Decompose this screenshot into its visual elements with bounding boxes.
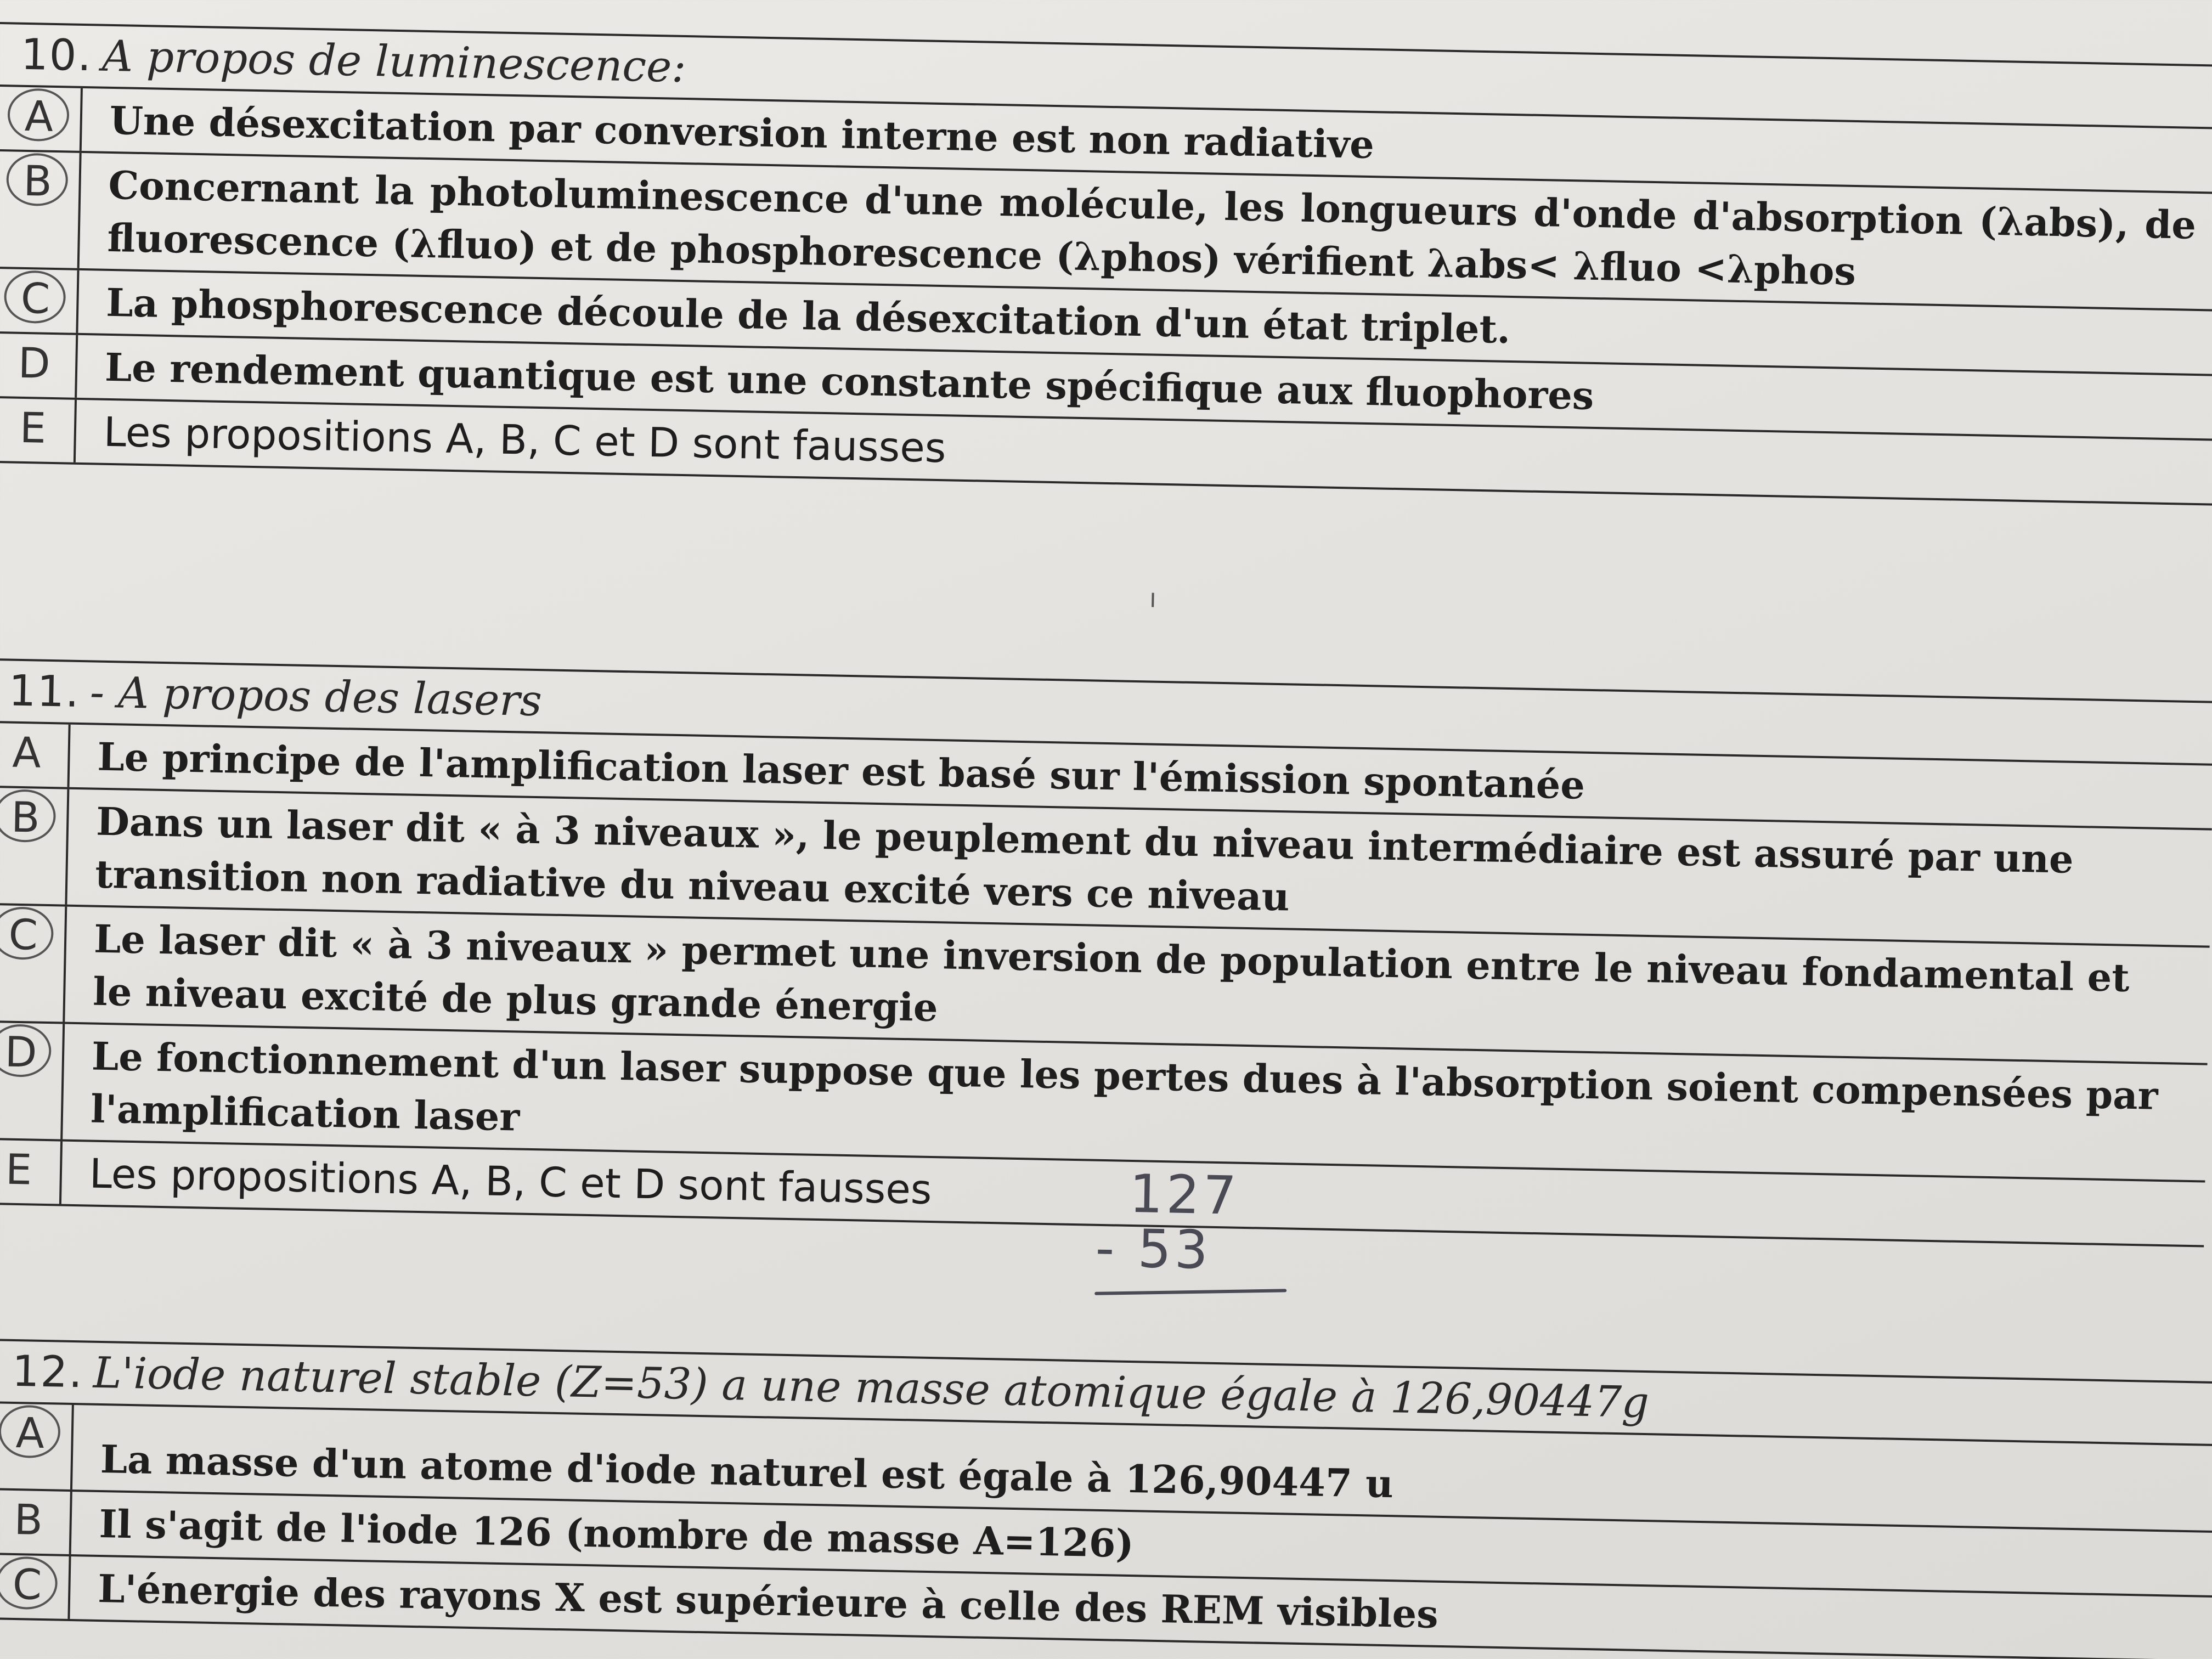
option-text: Le principe de l'amplification laser est basé sur l'émission spontanée [97, 733, 1585, 808]
question-title: A propos de luminescence: [101, 31, 687, 93]
option-letter: B [0, 788, 69, 905]
question-12 [0, 1339, 2212, 1659]
handwritten-number-bottom: - 53 [1094, 1217, 1212, 1281]
question-title: L'iode naturel stable (Z=53) a une masse atomique égale à 126,90447g [93, 1348, 1650, 1428]
pencil-circle-mark [7, 88, 70, 142]
pencil-circle-mark [0, 1556, 58, 1610]
option-letter: C [0, 905, 67, 1022]
question-10 [0, 22, 2212, 506]
option-text: Le laser dit « à 3 niveaux » permet une inversion de population entre le niveau fondamental et le niveau excité de plus grande énergie [92, 916, 2130, 1031]
question-number: 12. [12, 1346, 84, 1398]
option-text: Le fonctionnement d'un laser suppose que les pertes dues à l'absorption soient compensées par l'amplification laser [90, 1033, 2159, 1140]
pencil-circle-mark [0, 789, 56, 843]
question-number: 11. [8, 666, 81, 718]
option-letter: C [0, 1555, 71, 1619]
option-letter: E [0, 1140, 63, 1204]
pencil-tick-mark [1152, 593, 1154, 607]
option-text: Dans un laser dit « à 3 niveaux », le peuplement du niveau intermédiaire est assuré par une transition non radiative du niveau excité vers ce niveau [94, 798, 2074, 920]
option-letter: E [0, 398, 77, 462]
option-text: Le rendement quantique est une constante spécifique aux fluophores [104, 344, 1595, 419]
option-letter: B [0, 1490, 72, 1554]
pencil-circle-mark [6, 153, 69, 206]
handwritten-underline [1094, 1289, 1286, 1295]
option-text: Concernant la photoluminescence d'une molécule, les longueurs d'onde d'absorption (λabs), de fluorescence (λfluo) et de phosphorescence (λphos) vérifient λabs< λfluo <λphos [106, 162, 2197, 295]
pencil-circle-mark [0, 1024, 52, 1077]
option-letter: D [0, 1023, 65, 1139]
pencil-circle-mark [0, 1404, 61, 1458]
handwritten-number-top: 127 [1128, 1163, 1240, 1227]
pencil-circle-mark [0, 906, 54, 960]
question-11 [0, 658, 2212, 1248]
question-title: - A propos des lasers [89, 668, 543, 726]
option-letter: D [0, 334, 78, 398]
option-text: La masse d'un atome d'iode naturel est égale à 126,90447 u [100, 1436, 1394, 1507]
option-text: L'énergie des rayons X est supérieure à celle des REM visibles [97, 1565, 1439, 1637]
pencil-circle-mark [4, 270, 66, 324]
option-letter: A [0, 1403, 74, 1489]
question-number: 10. [20, 30, 93, 81]
option-letter: A [0, 87, 83, 151]
option-text: Il s'agit de l'iode 126 (nombre de masse A=126) [98, 1500, 1135, 1567]
option-text: La phosphorescence découle de la désexcitation d'un état triplet. [105, 279, 1511, 352]
option-text: Les propositions A, B, C et D sont fausses [103, 408, 947, 472]
option-letter: A [0, 723, 71, 787]
option-text: Les propositions A, B, C et D sont fausses [89, 1150, 933, 1214]
option-text: Une désexcitation par conversion interne est non radiative [109, 97, 1375, 168]
option-letter: C [0, 269, 80, 333]
option-letter: B [0, 151, 82, 268]
